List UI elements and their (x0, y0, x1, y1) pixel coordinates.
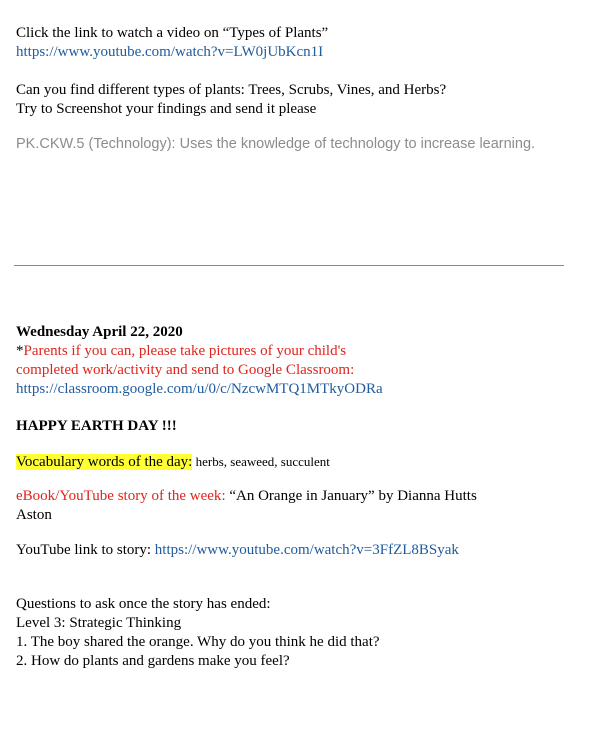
plant-types-question: Can you find different types of plants: Trees, Scrubs, Vines, and Herbs? (16, 82, 447, 98)
vocab-words: herbs, seaweed, succulent (192, 454, 330, 469)
ebook-colon: : (221, 488, 226, 504)
parents-note-line1 (16, 342, 346, 361)
parents-star: * (16, 343, 24, 359)
earth-day-heading: HAPPY EARTH DAY !!! (16, 418, 177, 434)
youtube-story-link[interactable]: https://www.youtube.com/watch?v=3FfZL8BSyak (154, 542, 459, 558)
ebook-label: eBook/YouTube story of the week (16, 488, 222, 504)
classroom-link[interactable]: https://classroom.google.com/u/0/c/NzcwMTQ1MTkyODRa (16, 381, 383, 397)
parents-note-text1: Parents if you can, please take pictures of your child's (23, 343, 347, 359)
standard-text: PK.CKW.5 (Technology): Uses the knowledge of technology to increase learning. (16, 136, 536, 152)
questions-heading: Questions to ask once the story has ended: (16, 596, 271, 612)
youtube-label: YouTube link to story: (16, 542, 155, 558)
video-prompt: Click the link to watch a video on “Types of Plants” (16, 25, 329, 41)
question-1: 1. The boy shared the orange. Why do you think he did that? (16, 634, 380, 650)
screenshot-instruction: Try to Screenshot your findings and send it please (16, 101, 317, 117)
video-link[interactable]: https://www.youtube.com/watch?v=LW0jUbKcn1I (16, 44, 324, 60)
section-divider (14, 265, 564, 266)
ebook-line2: Aston (16, 507, 52, 523)
date-heading: Wednesday April 22, 2020 (16, 324, 183, 340)
level-text: Level 3: Strategic Thinking (16, 615, 182, 631)
question-2: 2. How do plants and gardens make you feel? (16, 653, 290, 669)
vocab-label: Vocabulary words of the day: (16, 454, 193, 470)
ebook-title: “An Orange in January” by Dianna Hutts (225, 488, 477, 504)
vocab-line (16, 452, 330, 472)
youtube-line (16, 541, 459, 560)
parents-note-line2: completed work/activity and send to Google Classroom: (16, 362, 355, 378)
ebook-line1 (16, 487, 477, 506)
